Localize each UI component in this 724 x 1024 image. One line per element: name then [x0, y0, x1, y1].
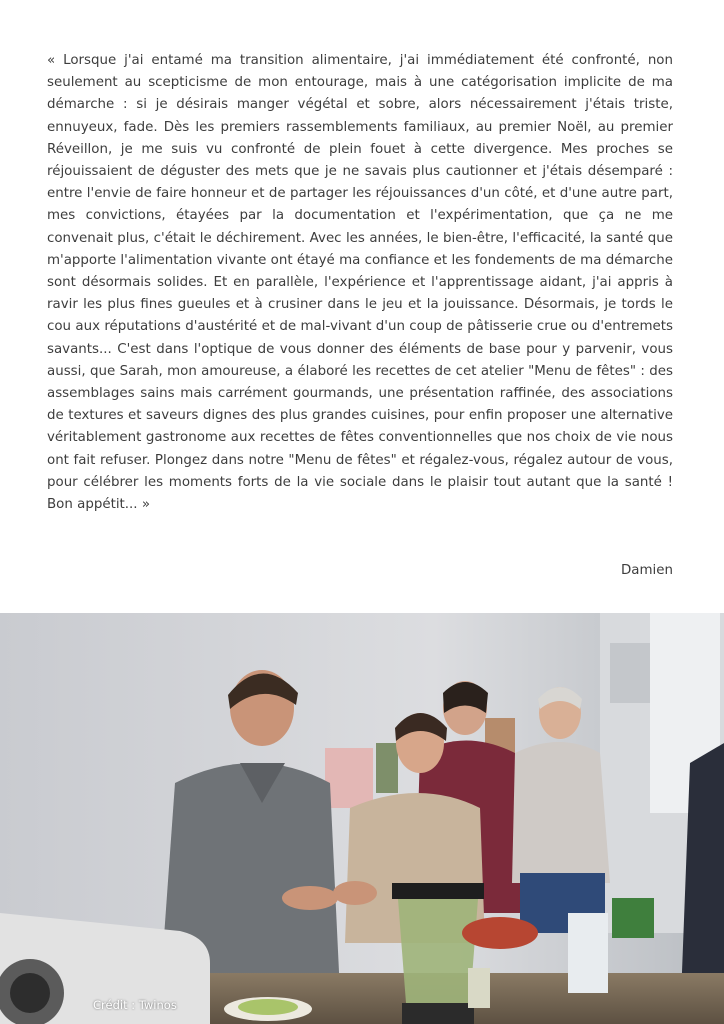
photo-illustration	[0, 613, 724, 1024]
signature: Damien	[620, 563, 673, 578]
photo-credit: Crédit : Twinos	[93, 998, 177, 1012]
workshop-photo	[0, 613, 724, 1024]
quote-text: « Lorsque j'ai entamé ma transition alimentaire, j'ai immédiatement été confronté, non seulement au scepticisme de mon entourage, mais à une catégorisation implicite de ma démarche : si je désirais manger végétal et sobre, alors nécessairement j'étais triste, ennuyeux, fade. Dès les premiers rassemblements familiaux, au premier Noël, au premier Réveillon, je me suis vu confronté de plein fouet à cette divergence. Mes proches se réjouissaient de déguster des mets que je ne savais plus cautionner et j'étais désemparé : entre l'envie de faire honneur et de partager les réjouissances d'un côté, et d'une autre part, mes convictions, étayées par la documentation et l'expérimentation, que ça ne me convenait plus, c'était le déchirement. Avec les années, le bien-être, l'efficacité, la santé que m'apporte l'alimentation vivante ont étayé ma confiance et les fondements de ma démarche sont désormais solides. Et en parallèle, l'expérience et l'apprentissage aidant, j'ai appris à ravir les plus fines gueules et à crusiner dans le jeu et la jouissance. Désormais, je tords le cou aux réputations d'austérité et de mal-vivant d'un coup de pâtisserie crue ou d'entremets savants... C'est dans l'optique de vous donner des éléments de base pour y parvenir, vous aussi, que Sarah, mon amoureuse, a élaboré les recettes de cet atelier "Menu de fêtes" : des assemblages sains mais carrément gourmands, une présentation raffinée, des associations de textures et saveurs dignes des plus grandes cuisines, pour enfin proposer une alternative véritablement gastronome aux recettes de fêtes conventionnelles que nos choix de vie nous ont fait refuser. Plongez dans notre "Menu de fêtes" et régalez-vous, régalez autour de vous, pour célébrer les moments forts de la vie sociale dans le plaisir tout autant que la santé ! Bon appétit... »	[47, 53, 673, 513]
